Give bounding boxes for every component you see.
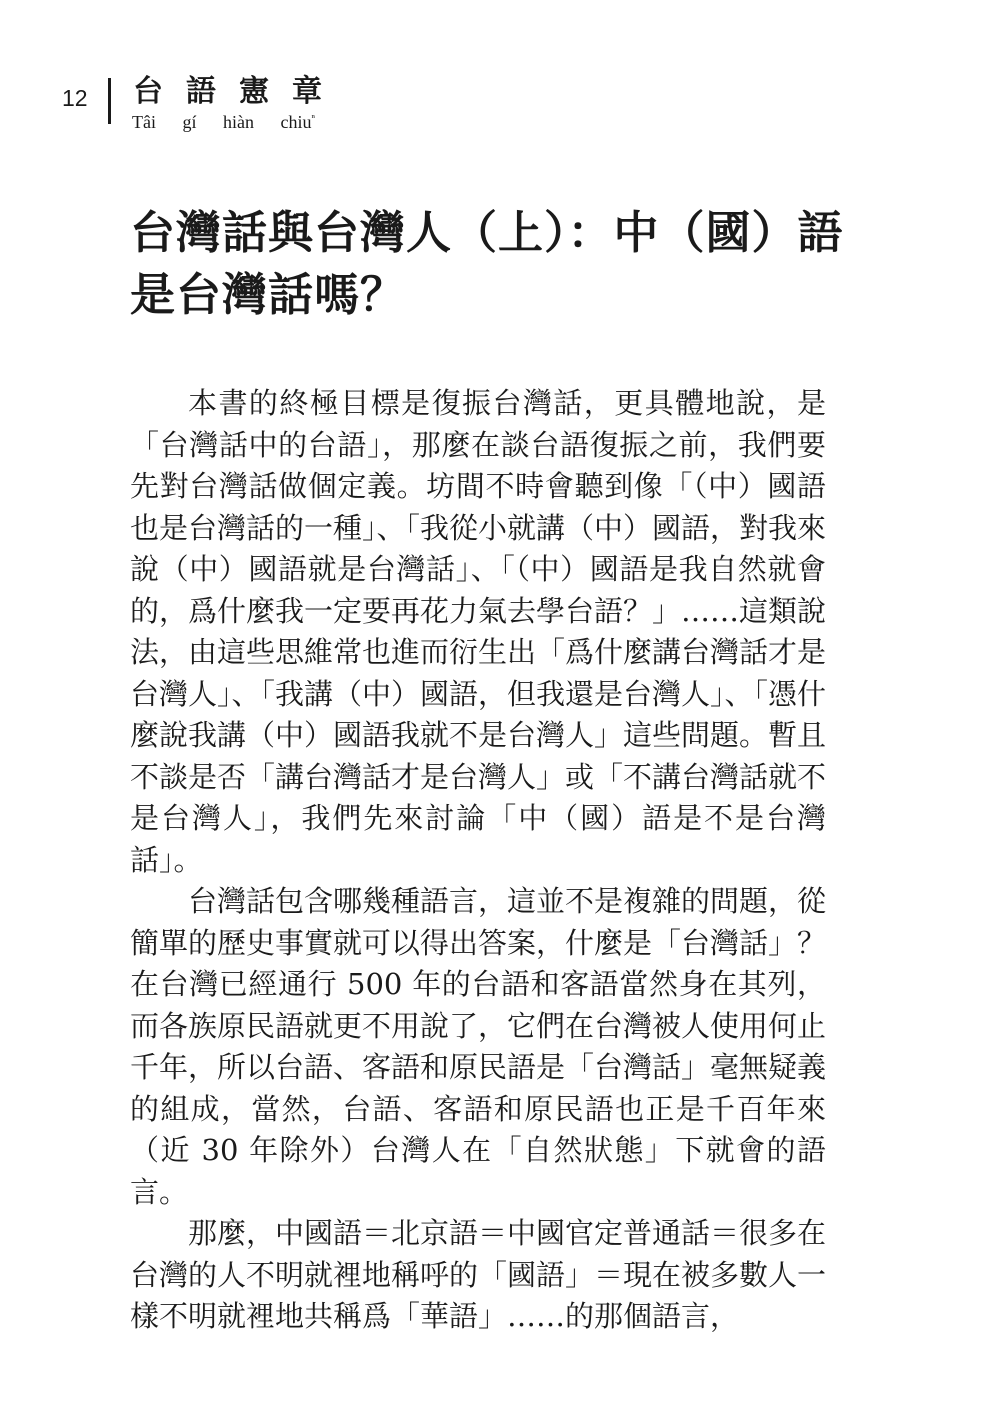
- chapter-title: 台灣話與台灣人（上）：中（國）語是台灣話嗎？: [130, 206, 844, 321]
- paragraph: 本書的終極目標是復振台灣話，更具體地說，是「台灣話中的台語」，那麼在談台語復振之前，我們要先對台灣話做個定義。坊間不時會聽到像「（中）國語也是台灣話的一種」、「我從小就講（中）國語，對我來說（中）國語就是台灣話」、「（中）國語是我自然就會的，爲什麼我一定要再花力氣去學台語？」……這類說法，由這些思維常也進而衍生出「爲什麼講台灣話才是台灣人」、「我講（中）國語，但我還是台灣人」、「憑什麼說我講（中）國語我就不是台灣人」這些問題。暫且不談是否「講台灣話才是台灣人」或「不講台灣話就不是台灣人」，我們先來討論「中（國）語是不是台灣話」。: [130, 386, 827, 877]
- paragraph: 那麼，中國語＝北京語＝中國官定普通話＝很多在台灣的人不明就裡地稱呼的「國語」＝現在被多數人一樣不明就裡地共稱爲「華語」……的那個語言，: [130, 1216, 827, 1333]
- book-title-romanization: [132, 112, 315, 133]
- book-title: 台語憲章: [133, 74, 345, 109]
- paragraph: 台灣話包含哪幾種語言，這並不是複雜的問題，從簡單的歷史事實就可以得出答案，什麼是「台灣話」？在台灣已經通行 500 年的台語和客語當然身在其列，而各族原民語就更不用說了，它們在台灣被人使用何止千年，所以台語、客語和原民語是「台灣話」毫無疑義的組成，當然，台語、客語和原民語也正是千百年來（近 30 年除外）台灣人在「自然狀態」下就會的語言。: [130, 884, 827, 1209]
- page-number: 12: [62, 85, 88, 111]
- romanization-main: Tâi gí hiàn chiu: [132, 112, 312, 132]
- romanization-superscript: ⁿ: [311, 112, 315, 124]
- running-header: [0, 0, 1000, 150]
- header-divider: [108, 78, 111, 124]
- body-text: [130, 383, 826, 1338]
